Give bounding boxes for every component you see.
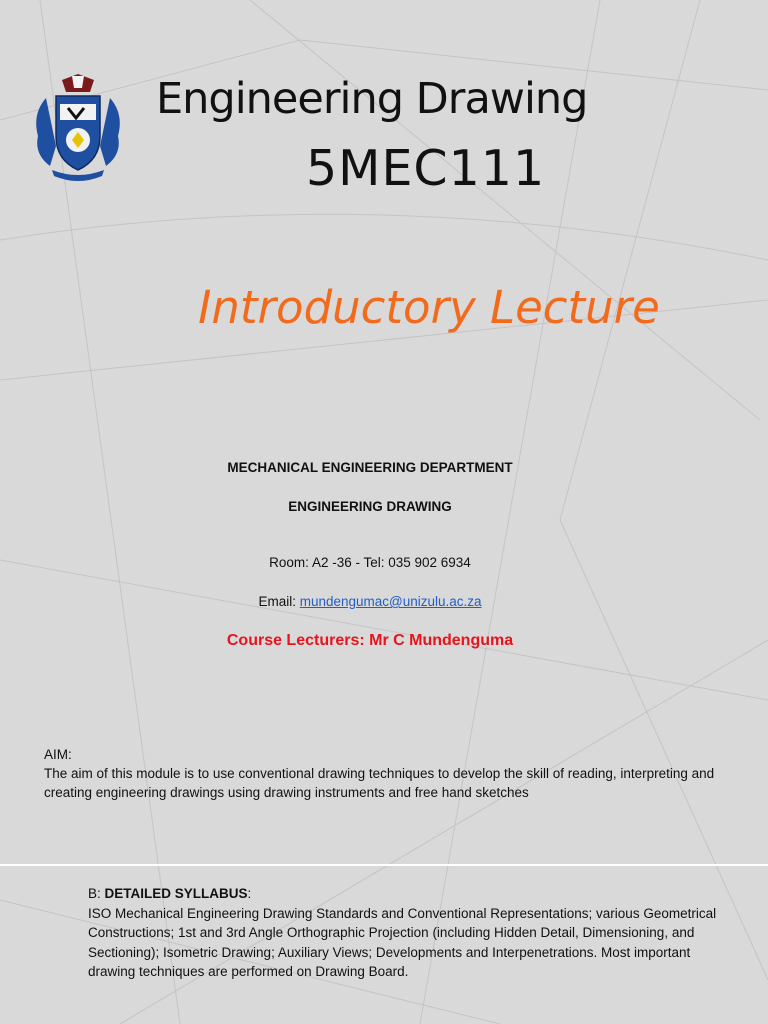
department-name: MECHANICAL ENGINEERING DEPARTMENT <box>227 460 513 475</box>
room-phone: Room: A2 -36 - Tel: 035 902 6934 <box>269 555 471 570</box>
university-crest-icon <box>32 74 124 186</box>
syllabus-text: ISO Mechanical Engineering Drawing Standards and Conventional Representations; various Geometrical Constructions; 1st and 3rd Angle Orthographic Projection (including Hidden Detail, Dimensioning, and Sectioning); Isometric Drawing; Auxiliary Views; Developments and Interpenetrations. Most important drawing techniques are performed on Drawing Board. <box>88 905 717 979</box>
aim-text: The aim of this module is to use conventional drawing techniques to develop the skill of reading, interpreting and creating engineering drawings using drawing instruments and free hand sketches <box>44 766 715 800</box>
section-divider <box>0 864 768 866</box>
lecture-subtitle: Introductory Lecture <box>198 281 660 334</box>
aim-section <box>44 745 734 802</box>
syllabus-colon: : <box>247 886 252 901</box>
course-name: ENGINEERING DRAWING <box>288 499 452 514</box>
email-link[interactable]: mundengumac@unizulu.ac.za <box>299 594 482 609</box>
email-label: Email: <box>258 594 300 609</box>
syllabus-prefix: B: <box>88 886 105 901</box>
course-lecturers: Course Lecturers: Mr C Mundenguma <box>226 632 514 649</box>
email-line <box>0 594 740 609</box>
course-code: 5MEC111 <box>306 140 546 197</box>
syllabus-section <box>88 884 738 982</box>
syllabus-heading-line <box>88 884 738 904</box>
aim-heading: AIM: <box>44 747 72 762</box>
syllabus-heading: DETAILED SYLLABUS <box>104 886 248 901</box>
page-title: Engineering Drawing <box>156 74 588 124</box>
